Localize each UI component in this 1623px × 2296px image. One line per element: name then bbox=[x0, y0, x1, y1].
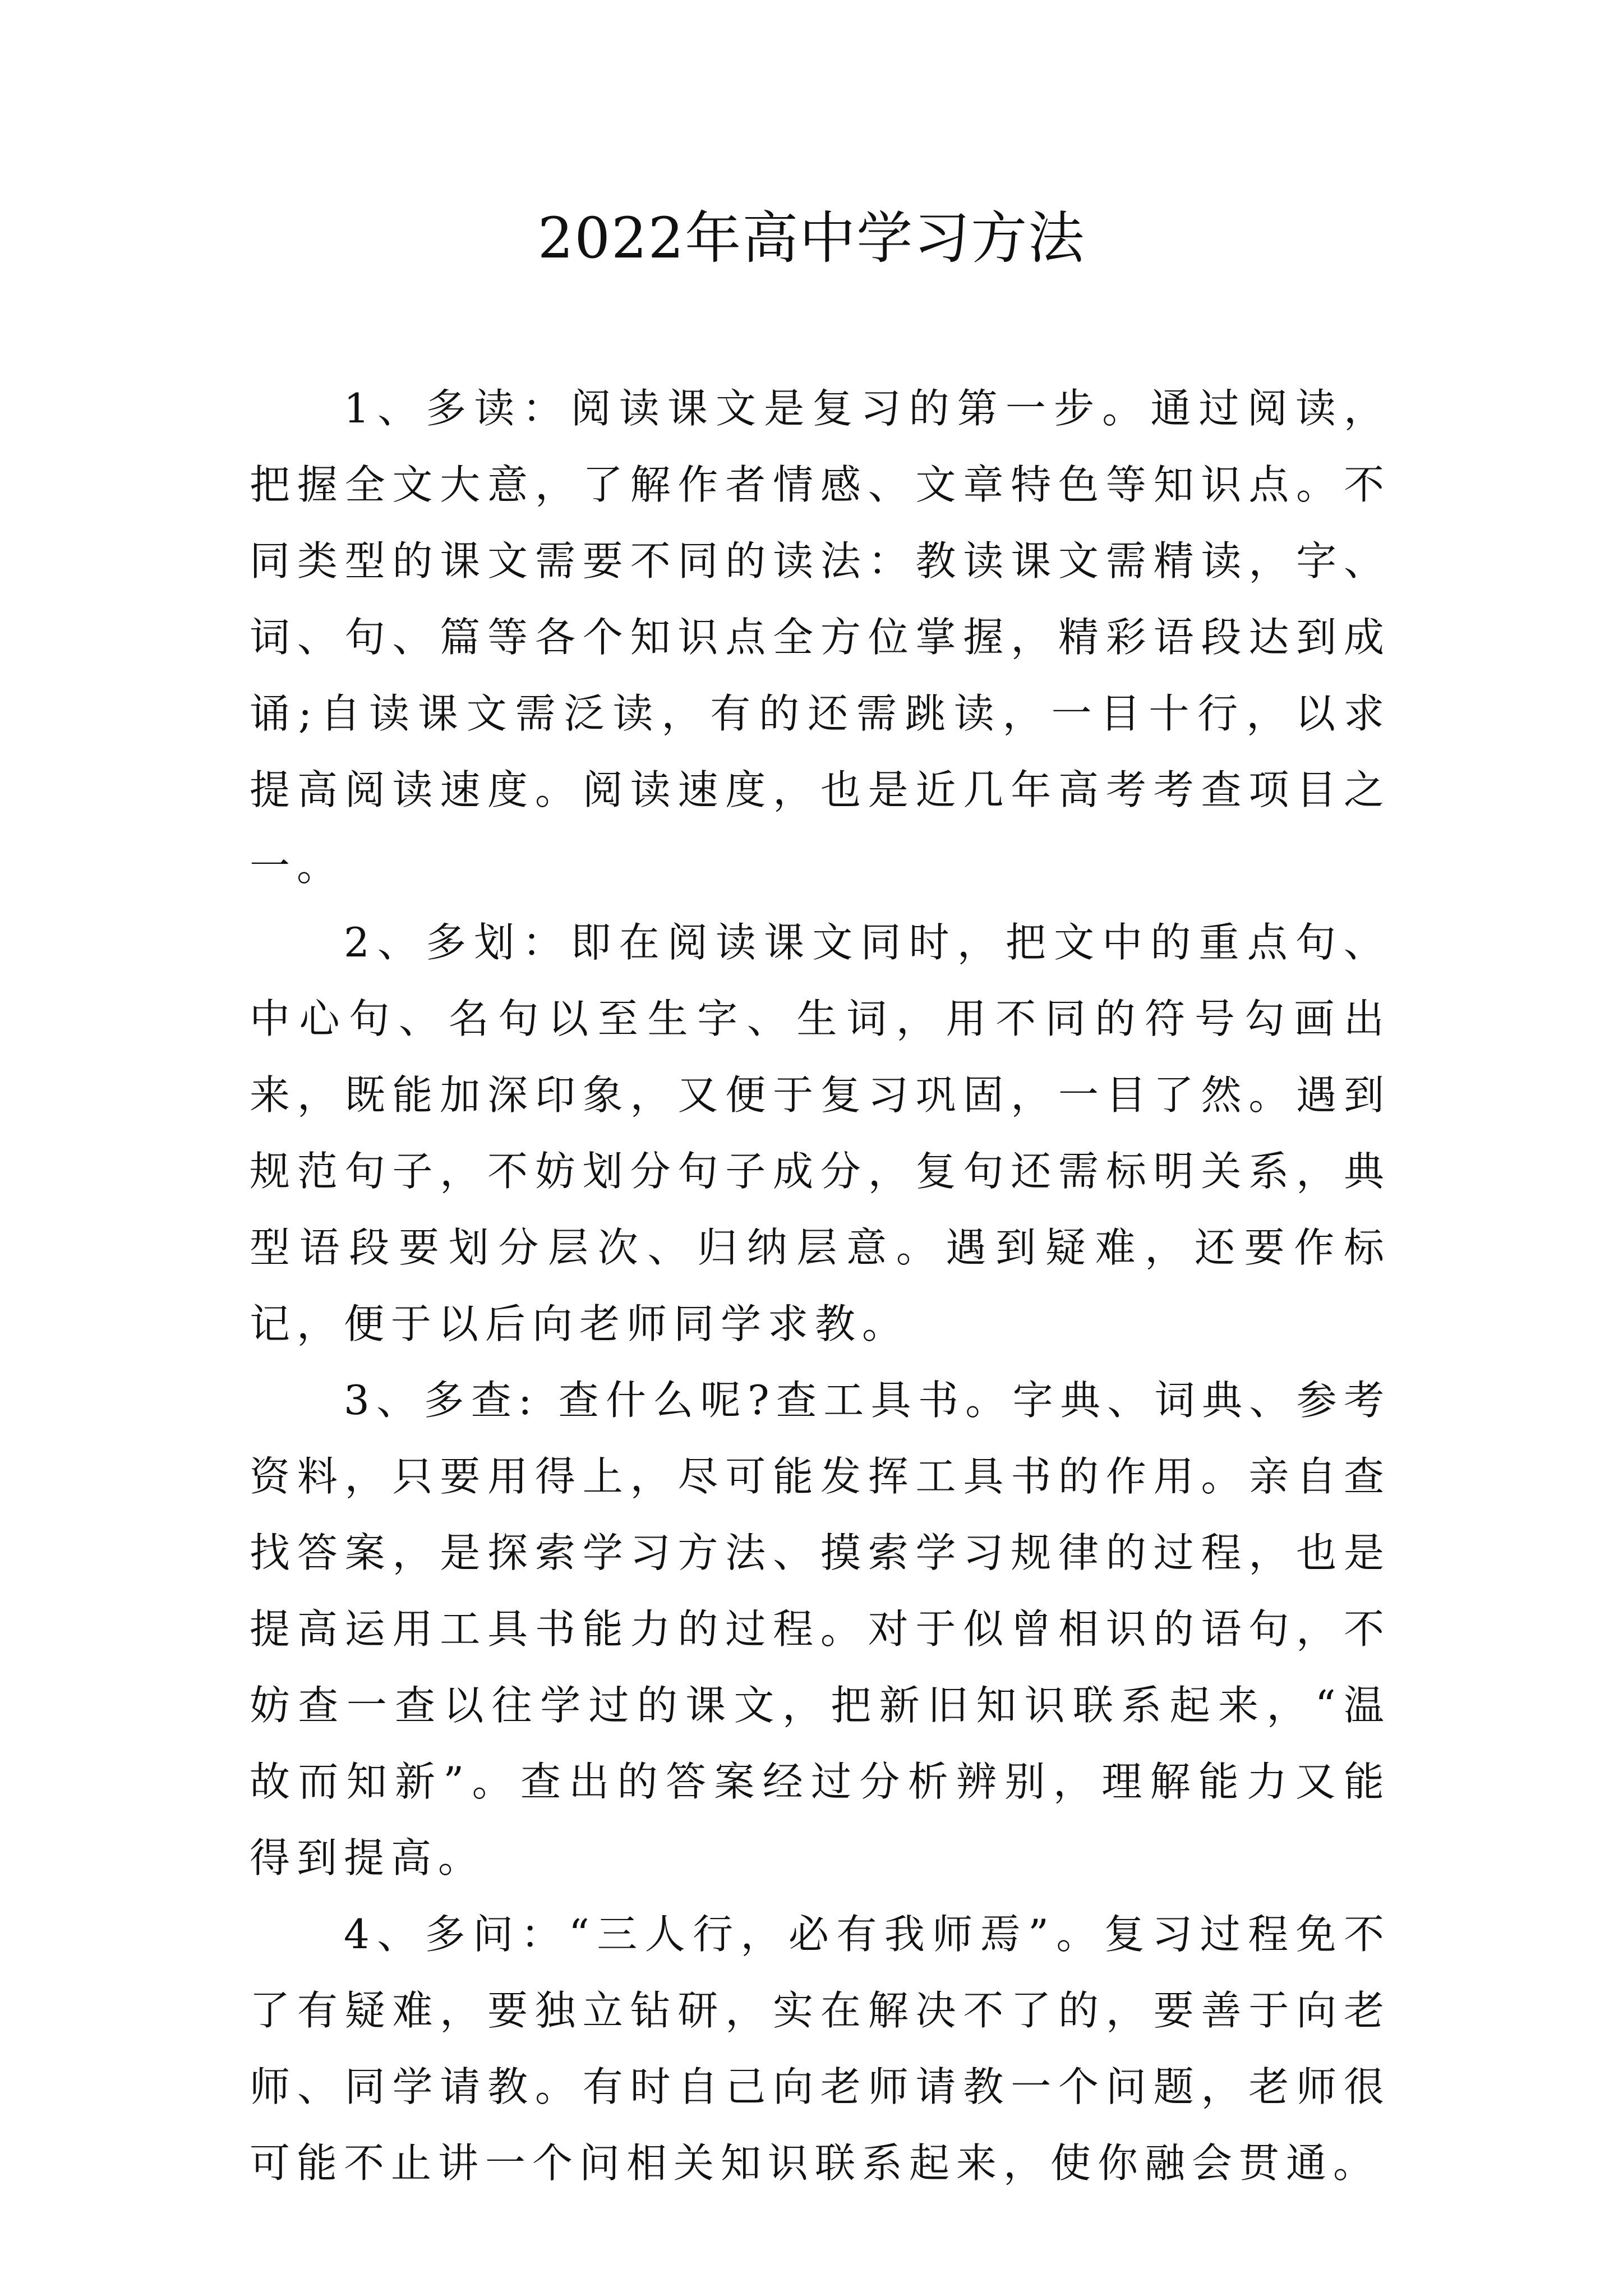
paragraph-2: 2、多划：即在阅读课文同时，把文中的重点句、中心句、名句以至生字、生词，用不同的符号勾画出来，既能加深印象，又便于复习巩固，一目了然。遇到规范句子，不妨划分句子成分，复句还需标明关系，典型语段要划分层次、归纳层意。遇到疑难，还要作标记，便于以后向老师同学求教。 bbox=[250, 919, 1391, 1347]
document-body bbox=[250, 370, 1391, 2201]
paragraph-3: 3、多查: 查什么呢?查工具书。字典、词典、参考资料，只要用得上，尽可能发挥工具书的作用。亲自查找答案，是探索学习方法、摸索学习规律的过程，也是提高运用工具书能力的过程。对于似曾相识的语句，不妨查一查以往学过的课文，把新旧知识联系起来，“温故而知新”。查出的答案经过分析辨别，理解能力又能得到提高。 bbox=[250, 1377, 1391, 1881]
paragraph-1: 1、多读：阅读课文是复习的第一步。通过阅读，把握全文大意，了解作者情感、文章特色等知识点。不同类型的课文需要不同的读法：教读课文需精读，字、词、句、篇等各个知识点全方位掌握，精彩语段达到成诵;自读课文需泛读，有的还需跳读，一目十行，以求提高阅读速度。阅读速度，也是近几年高考考查项目之一。 bbox=[250, 385, 1391, 890]
document-title: 2022年高中学习方法 bbox=[537, 205, 1086, 271]
paragraph-4: 4、多问：“三人行，必有我师焉”。复习过程免不了有疑难，要独立钻研，实在解决不了的，要善于向老师、同学请教。有时自己向老师请教一个问题，老师很可能不止讲一个问相关知识联系起来，使你融会贯通。 bbox=[250, 1911, 1391, 2187]
